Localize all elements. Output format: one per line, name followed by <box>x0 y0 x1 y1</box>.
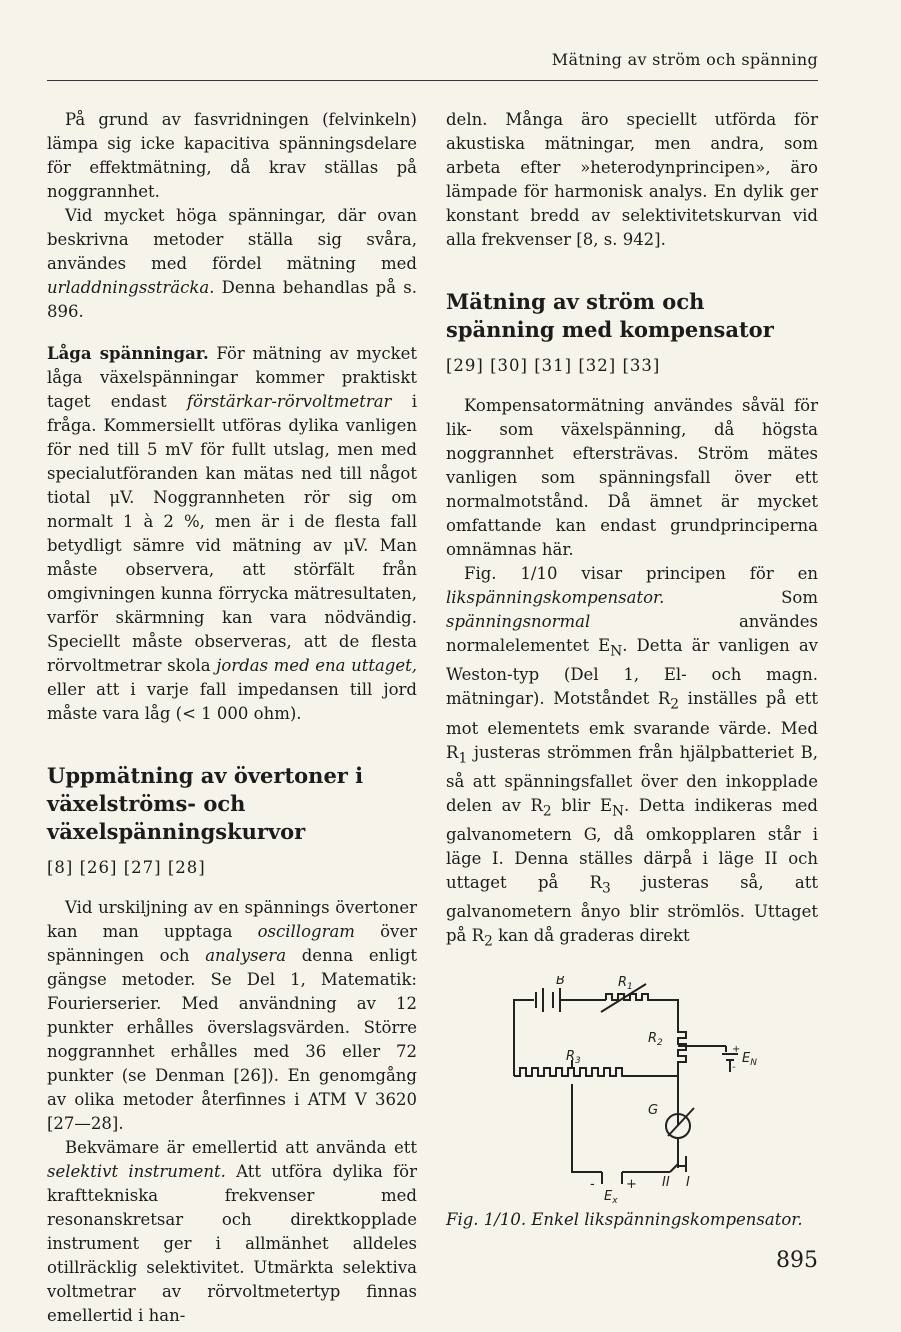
section-heading: Uppmätning av övertoner i växelströms- och växelspänningskurvor <box>47 763 364 844</box>
reference-list: [29] [30] [31] [32] [33] <box>446 356 661 375</box>
paragraph: På grund av fasvridningen (felvinkeln) lämpa sig icke kapacitiva spänningsdelare för effektmätning, då krav ställas på noggrannhet. <box>47 110 417 201</box>
running-header: Mätning av ström och spänning <box>551 50 818 69</box>
paragraph: Vid urskiljning av en spännings övertoner kan man upptaga oscillogram över spänningen och analysera denna enligt gängse metoder. Se Del 1, Matematik: Fourierserier. Med användning av 12 punkter erhålles överslagsvärden. Större noggrannhet erhålles med 36 eller 72 punkter (se Denman [26]). En genomgång av olika metoder återfinnes i ATM V 3620 [27—28]. <box>47 898 417 1133</box>
label-plus: + <box>626 1176 637 1192</box>
circuit-diagram <box>446 976 818 1206</box>
label-minus: - <box>590 1176 595 1192</box>
figure-caption: Fig. 1/10. Enkel likspänningskompensator. <box>446 1209 803 1229</box>
label-ex: $E_x$ <box>604 1188 618 1206</box>
label-position-ii: II <box>662 1174 670 1190</box>
label-en: $E_N$ <box>742 1050 757 1068</box>
label-en-plus: + <box>732 1043 741 1055</box>
paragraph: deln. Många äro speciellt utförda för akustiska mätningar, men andra, som arbeta efter »heterodynprincipen», äro lämpade för harmonisk analys. En dylik ger konstant bredd av selektivitetskurvan vid alla frekvenser [8, s. 942]. <box>446 110 818 249</box>
circuit-wires <box>514 984 741 1184</box>
paragraph: Bekvämare är emellertid att använda ett selektivt instrument. Att utföra dylika för krafttekniska frekvenser med resonanskretsar och direktkopplade instrument ger i allmänhet alldeles otillräcklig selektivitet. Utmärkta selektiva voltmetrar av rörvoltmetertyp finnas emellertid i han- <box>47 1138 417 1325</box>
page-number: 895 <box>776 1248 818 1273</box>
label-b: B <box>556 975 565 988</box>
paragraph: Kompensatormätning användes såväl för lik- som växelspänning, då högsta noggrannhet eftersträvas. Ström mätes vanligen som spänningsfall över ett normalmotstånd. Då ämnet är mycket omfattande kan endast grundprinciperna omnämnas här. <box>446 396 818 559</box>
label-en-minus: - <box>732 1061 736 1073</box>
label-r1: $R_1$ <box>618 975 633 992</box>
paragraph: Fig. 1/10 visar principen för en likspänningskompensator. Som spänningsnormal användes normalelementet $E_N$. Detta är vanligen av Weston-typ (Del 1, El- och magn. mätningar). Motståndet $R_2$ inställes på ett mot elementets emk svarande värde. Med $R_1$ justeras strömmen från hjälpbatteriet B, så att spänningsfallet över den inkopplade delen av $R_2$ blir $E_N$. Detta indikeras med galvanometern G, då omkopplaren står i läge I. Denna ställes därpå i läge II och uttaget på $R_3$ justeras så, att galvanometern ånyo blir strömlös. Uttaget på $R_2$ kan då graderas direkt <box>446 564 818 950</box>
label-r3: $R_3$ <box>566 1048 581 1066</box>
right-column <box>446 108 818 1232</box>
label-r2: $R_2$ <box>648 1030 663 1048</box>
paragraph-low-voltages: Låga spänningar. För mätning av mycket låga växelspänningar kommer praktiskt taget endast förstärkar-rörvoltmetrar i fråga. Kommersiellt utföras dylika vanligen för ned till 5 mV för fullt utslag, men med specialutföranden kan mätas ned till något tiotal μV. Noggrannheten rör sig om normalt 1 à 2 %, men är i de flesta fall betydligt sämre vid mätning av μV. Man måste observera, att störfält från omgivningen kunna förrycka mätresultaten, varför skärmning kan vara nödvändig. Speciellt måste observeras, att de flesta rörvoltmetrar skola jordas med ena uttaget, eller att i varje fall impedansen till jord måste vara låg (< 1 000 ohm). <box>47 344 417 723</box>
left-column <box>47 108 417 1328</box>
header-rule <box>47 80 818 81</box>
reference-list: [8] [26] [27] [28] <box>47 858 206 877</box>
label-position-i: I <box>686 1174 690 1190</box>
paragraph: Vid mycket höga spänningar, där ovan beskrivna metoder ställa sig svåra, användes med fördel mätning med urladdningssträcka. Denna behandlas på s. 896. <box>47 206 417 321</box>
label-g: G <box>648 1102 659 1118</box>
section-heading: Mätning av ström och spänning med kompensator <box>446 289 774 342</box>
